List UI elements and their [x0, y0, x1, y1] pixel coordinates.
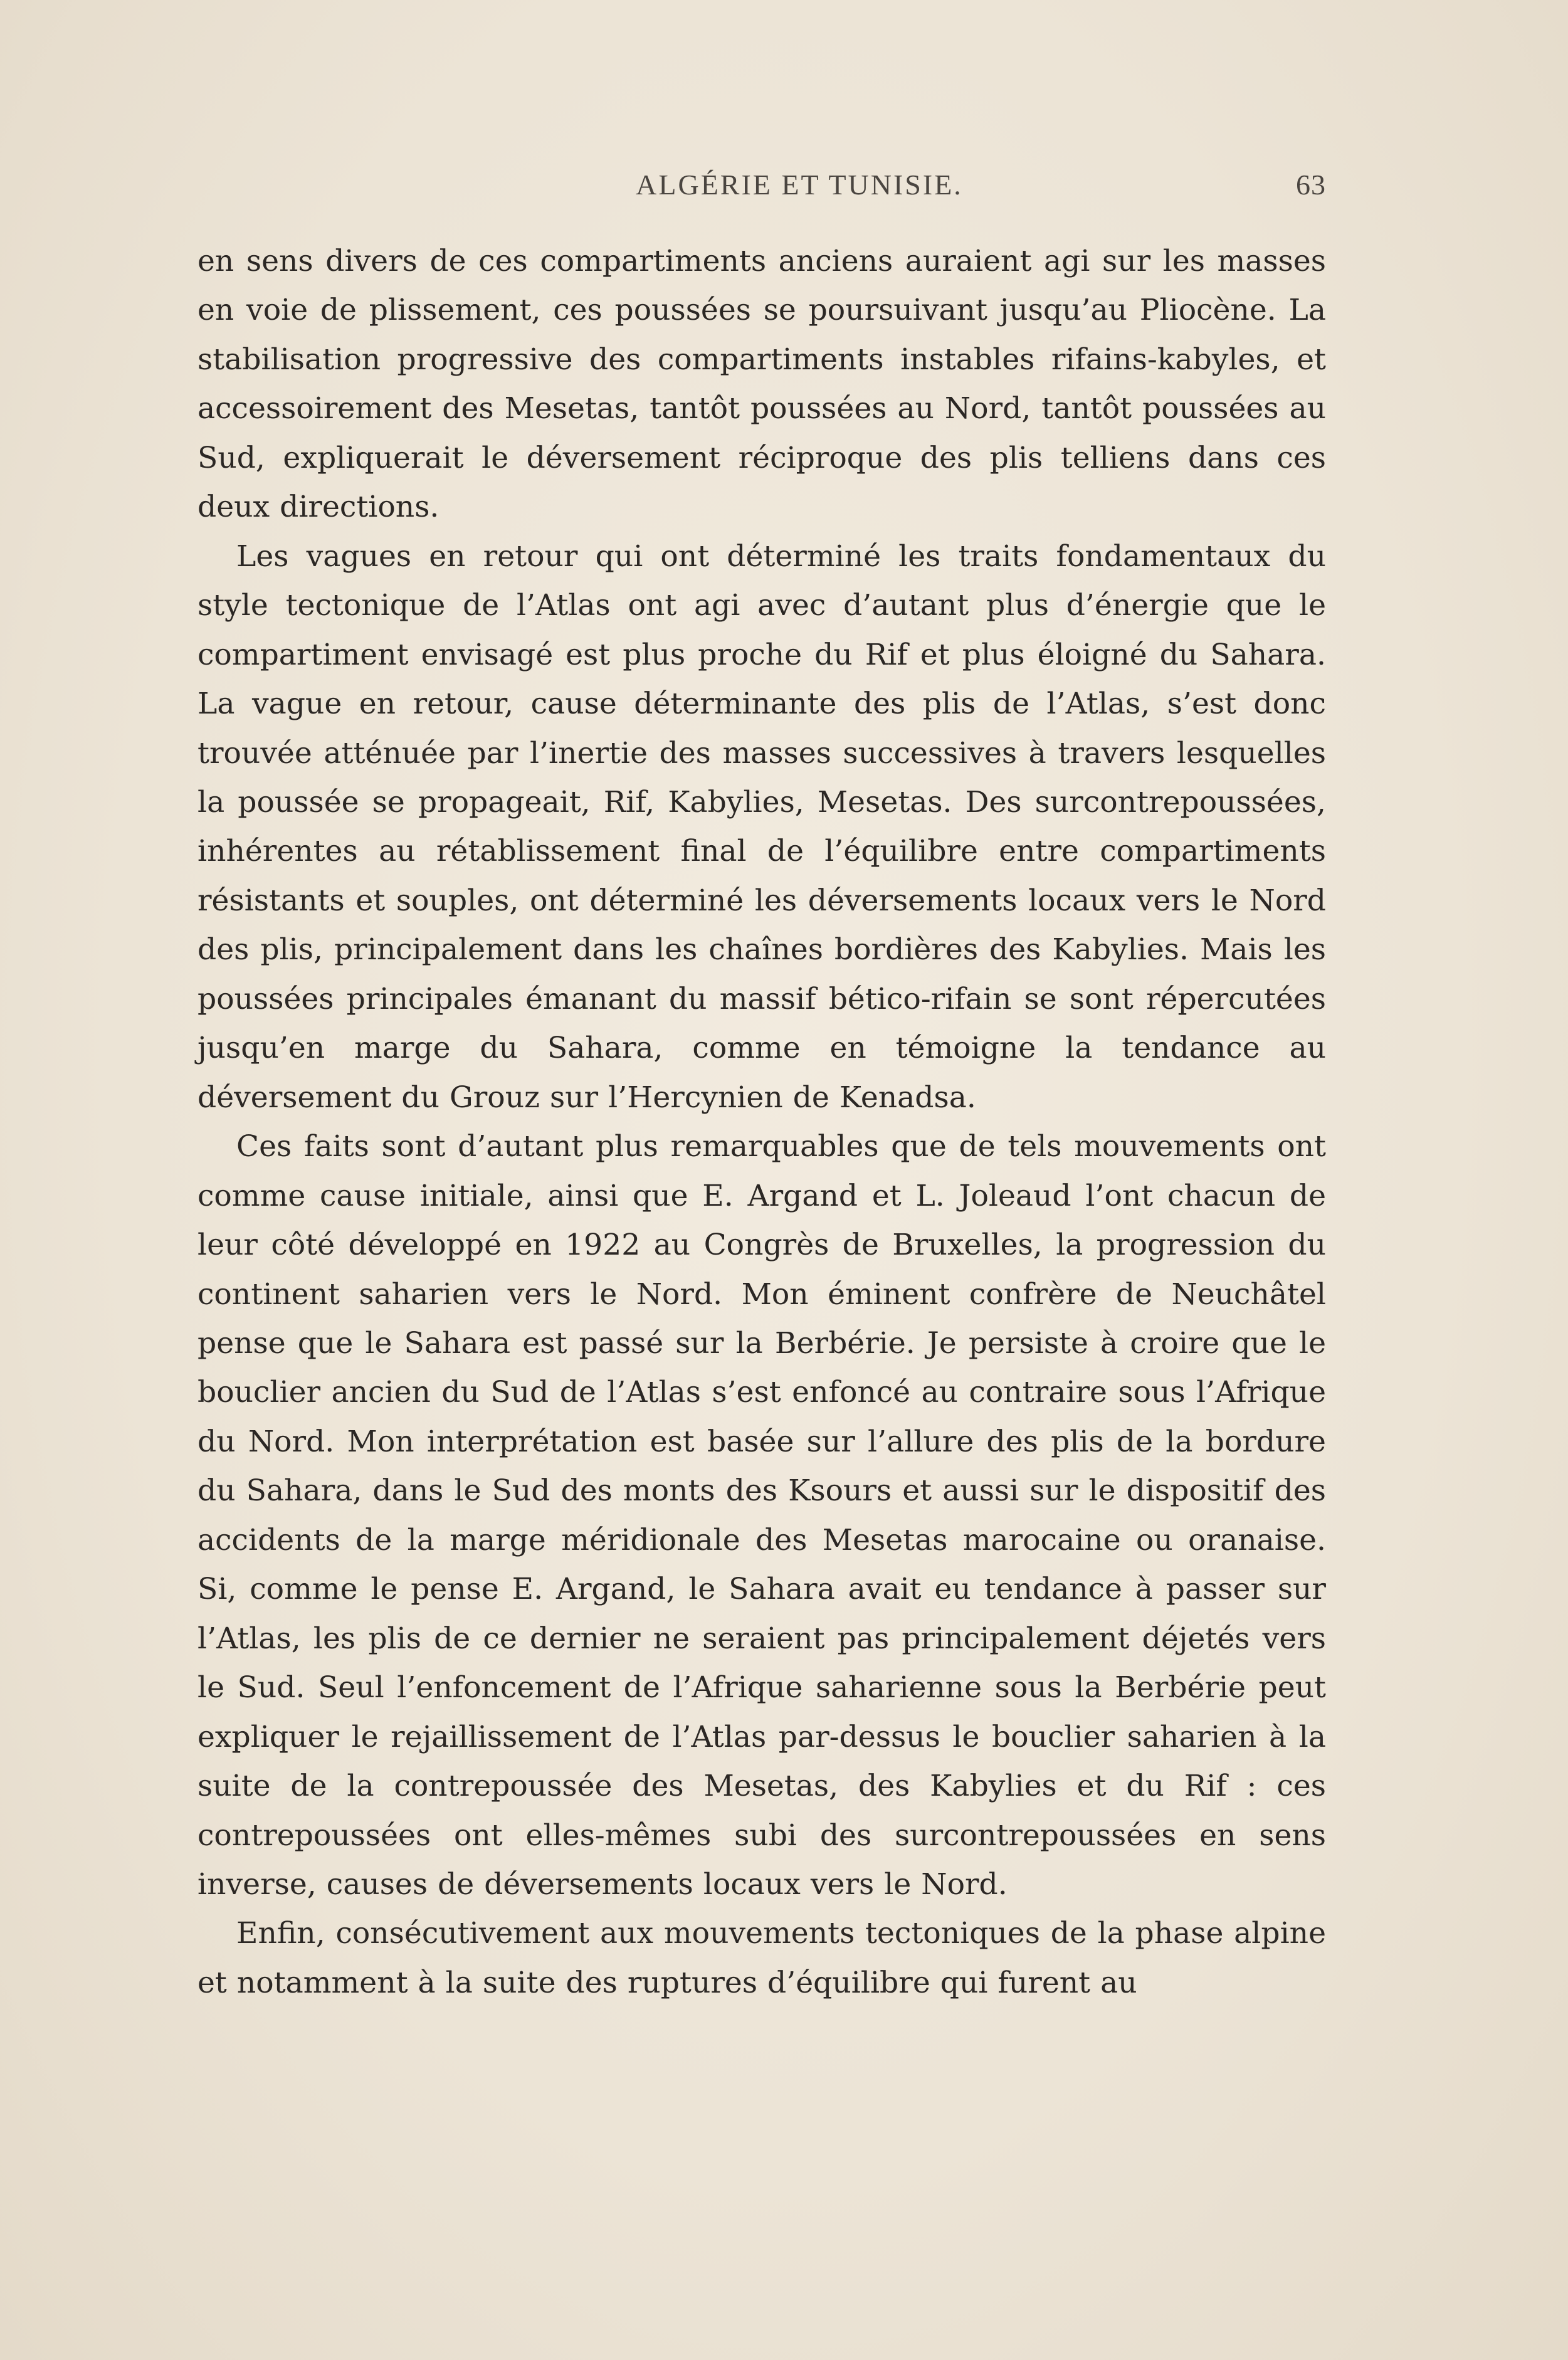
paragraph: Les vagues en retour qui ont déterminé les traits fondamentaux du style tectonique de l’Atlas ont agi avec d’autant plus d’énergie que le compartiment envisagé est plus proche du Rif et plus éloigné du Sahara. La vague en retour, cause déterminante des plis de l’Atlas, s’est donc trouvée atténuée par l’inertie des masses successives à travers lesquelles la poussée se propageait, Rif, Kabylies, Mesetas. Des surcontrepoussées, inhérentes au rétablissement final de l’équilibre entre compartiments résistants et souples, ont déterminé les déversements locaux vers le Nord des plis, principalement dans les chaînes bordières des Kabylies. Mais les poussées principales émanant du massif bético-rifain se sont répercutées jusqu’en marge du Sahara, comme en témoigne la tendance au déversement du Grouz sur l’Hercynien de Kenadsa. [197, 539, 1326, 1115]
running-title: ALGÉRIE ET TUNISIE. [636, 169, 963, 201]
paragraph-continued: en sens divers de ces compartiments anciens auraient agi sur les masses en voie de plissement, ces poussées se poursuivant jusqu’au Pliocène. La stabilisation progressive des compartiments instables rifains-kabyles, et accessoirement des Mesetas, tantôt poussées au Nord, tantôt poussées au Sud, expliquerait le déversement réciproque des plis telliens dans ces deux directions. [197, 244, 1326, 525]
running-head [197, 168, 1326, 212]
page-number: 63 [1296, 169, 1326, 201]
body-text [197, 237, 1326, 2008]
paragraph: Ces faits sont d’autant plus remarquables que de tels mouvements ont comme cause initiale, ainsi que E. Argand et L. Joleaud l’ont chacun de leur côté développé en 1922 au Congrès de Bruxelles, la progression du continent saharien vers le Nord. Mon éminent confrère de Neuchâtel pense que le Sahara est passé sur la Berbérie. Je persiste à croire que le bouclier ancien du Sud de l’Atlas s’est enfoncé au contraire sous l’Afrique du Nord. Mon interprétation est basée sur l’allure des plis de la bordure du Sahara, dans le Sud des monts des Ksours et aussi sur le dispositif des accidents de la marge méridionale des Mesetas marocaine ou oranaise. Si, comme le pense E. Argand, le Sahara avait eu tendance à passer sur l’Atlas, les plis de ce dernier ne seraient pas principalement déjetés vers le Sud. Seul l’enfoncement de l’Afrique saharienne sous la Berbérie peut expliquer le rejaillissement de l’Atlas par-dessus le bouclier saharien à la suite de la contrepoussée des Mesetas, des Kabylies et du Rif : ces contrepoussées ont elles-mêmes subi des surcontrepoussées en sens inverse, causes de déversements locaux vers le Nord. [197, 1129, 1326, 1902]
paragraph: Enfin, consécutivement aux mouvements tectoniques de la phase alpine et notamment à la suite des ruptures d’équilibre qui furent au [197, 1916, 1326, 2000]
